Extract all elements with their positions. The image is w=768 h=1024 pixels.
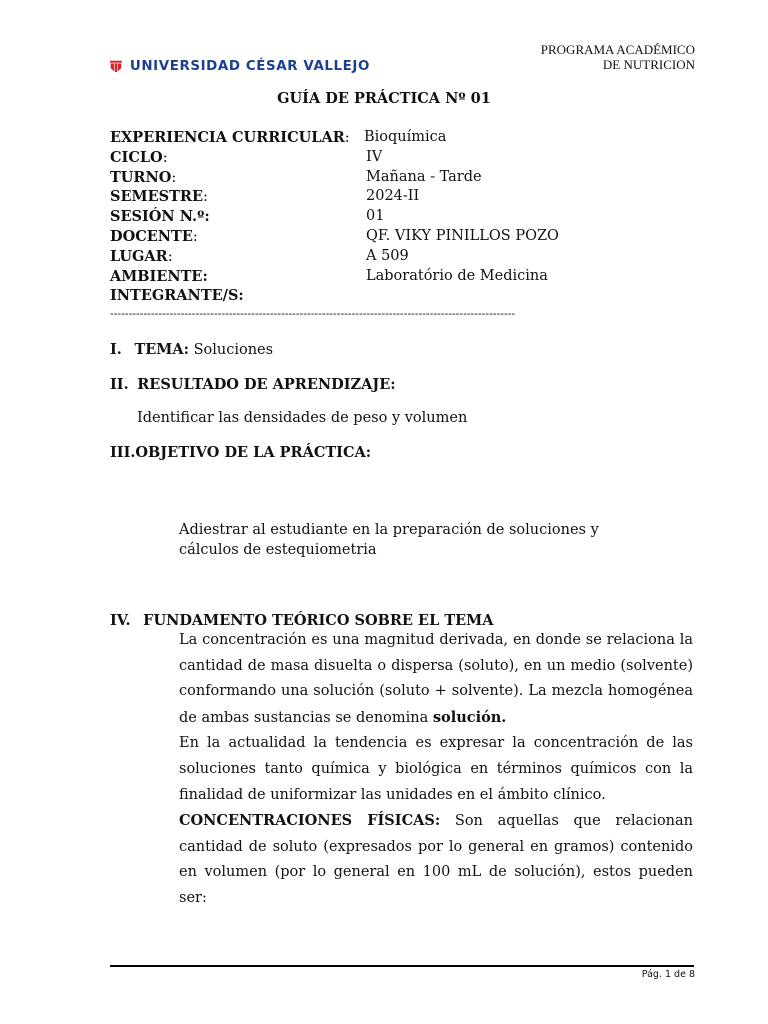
section-number: II. xyxy=(110,376,129,393)
footer-rule xyxy=(110,965,694,967)
info-row-ambiente xyxy=(110,267,548,287)
university-logo xyxy=(110,46,370,86)
info-row-docente xyxy=(110,227,559,247)
info-key: TURNO xyxy=(110,168,172,186)
info-row-lugar xyxy=(110,247,409,267)
info-row-integrantes xyxy=(110,286,350,306)
paragraph-text: Son aquellas que relacionan cantidad de soluto (expresados por lo general en gramos) contenido en volumen (por lo general en 100 mL de solución), estos pueden ser: xyxy=(179,813,694,906)
info-value: Bioquímica xyxy=(364,129,447,145)
info-value: Laboratório de Medicina xyxy=(366,267,548,284)
university-name: UNIVERSIDAD CÉSAR VALLEJO xyxy=(129,58,370,74)
dashed-separator: ------------------------------------------------------------------------------------------------------------- xyxy=(110,307,516,320)
info-value: A 509 xyxy=(366,247,409,264)
section-objetivo xyxy=(110,444,371,461)
info-row-turno xyxy=(110,168,482,188)
info-key: SEMESTRE xyxy=(110,188,203,206)
section-fundamento xyxy=(110,612,493,629)
info-row-sesion xyxy=(110,207,385,227)
page-title: GUÍA DE PRÁCTICA Nº 01 xyxy=(277,90,491,107)
section-number: IV. xyxy=(110,612,131,629)
fundamento-body xyxy=(179,628,693,912)
objetivo-text: Adiestrar al estudiante en la preparación de soluciones y cálculos de estequiometria xyxy=(179,522,599,558)
section-resultado xyxy=(110,376,396,393)
section-tema xyxy=(110,341,273,358)
ucv-shield-icon xyxy=(110,48,122,84)
resultado-text: Identificar las densidades de peso y volumen xyxy=(137,410,468,426)
info-key: DOCENTE xyxy=(110,227,193,245)
info-key: LUGAR xyxy=(110,247,168,265)
info-key: EXPERIENCIA CURRICULAR xyxy=(110,129,345,146)
info-value: 01 xyxy=(366,208,385,225)
info-value: 2024-II xyxy=(366,188,420,205)
info-row-semestre xyxy=(110,187,420,207)
fundamento-paragraph-3 xyxy=(179,808,693,911)
program-label xyxy=(541,42,695,72)
info-sep: : xyxy=(162,149,168,166)
section-label: OBJETIVO DE LA PRÁCTICA: xyxy=(135,444,372,461)
info-sep: : xyxy=(167,248,173,265)
program-line-1: PROGRAMA ACADÉMICO xyxy=(540,42,695,57)
info-key: INTEGRANTE/S: xyxy=(110,287,244,305)
info-key: CICLO xyxy=(110,148,163,166)
info-value: IV xyxy=(366,148,383,165)
paragraph-bold: solución. xyxy=(432,708,507,726)
paragraph-bold: CONCENTRACIONES FÍSICAS: xyxy=(179,812,441,830)
info-sep: : xyxy=(171,169,177,186)
section-value: Soluciones xyxy=(193,342,274,358)
info-sep: : xyxy=(344,130,350,146)
info-row-experiencia xyxy=(110,128,447,148)
section-label: TEMA: xyxy=(134,341,189,358)
info-block xyxy=(110,128,559,306)
program-line-2: DE NUTRICION xyxy=(602,57,695,72)
fundamento-paragraph-1 xyxy=(179,628,693,731)
paragraph-text: La concentración es una magnitud derivada, en donde se relaciona la cantidad de masa disuelta o dispersa (soluto), en un medio (solvente) conformando una solución (soluto + solvente). La mezcla homogénea de ambas sustancias se denomina xyxy=(179,632,693,726)
fundamento-paragraph-2: En la actualidad la tendencia es expresar la concentración de las soluciones tanto química y biológica en términos químicos con la finalidad de uniformizar las unidades en el ámbito clínico. xyxy=(179,735,693,803)
info-key: AMBIENTE: xyxy=(110,267,208,285)
section-label: RESULTADO DE APRENDIZAJE: xyxy=(137,376,396,393)
info-row-ciclo xyxy=(110,148,383,168)
info-sep: : xyxy=(192,228,198,245)
info-key: SESIÓN N.º: xyxy=(110,208,210,226)
section-label: FUNDAMENTO TEÓRICO SOBRE EL TEMA xyxy=(143,612,494,629)
info-value: QF. VIKY PINILLOS POZO xyxy=(366,227,559,244)
info-value: Mañana - Tarde xyxy=(366,168,482,185)
section-number: III. xyxy=(110,444,136,461)
page-number: Pág. 1 de 8 xyxy=(641,969,695,980)
info-sep: : xyxy=(203,189,208,206)
section-number: I. xyxy=(110,341,122,358)
